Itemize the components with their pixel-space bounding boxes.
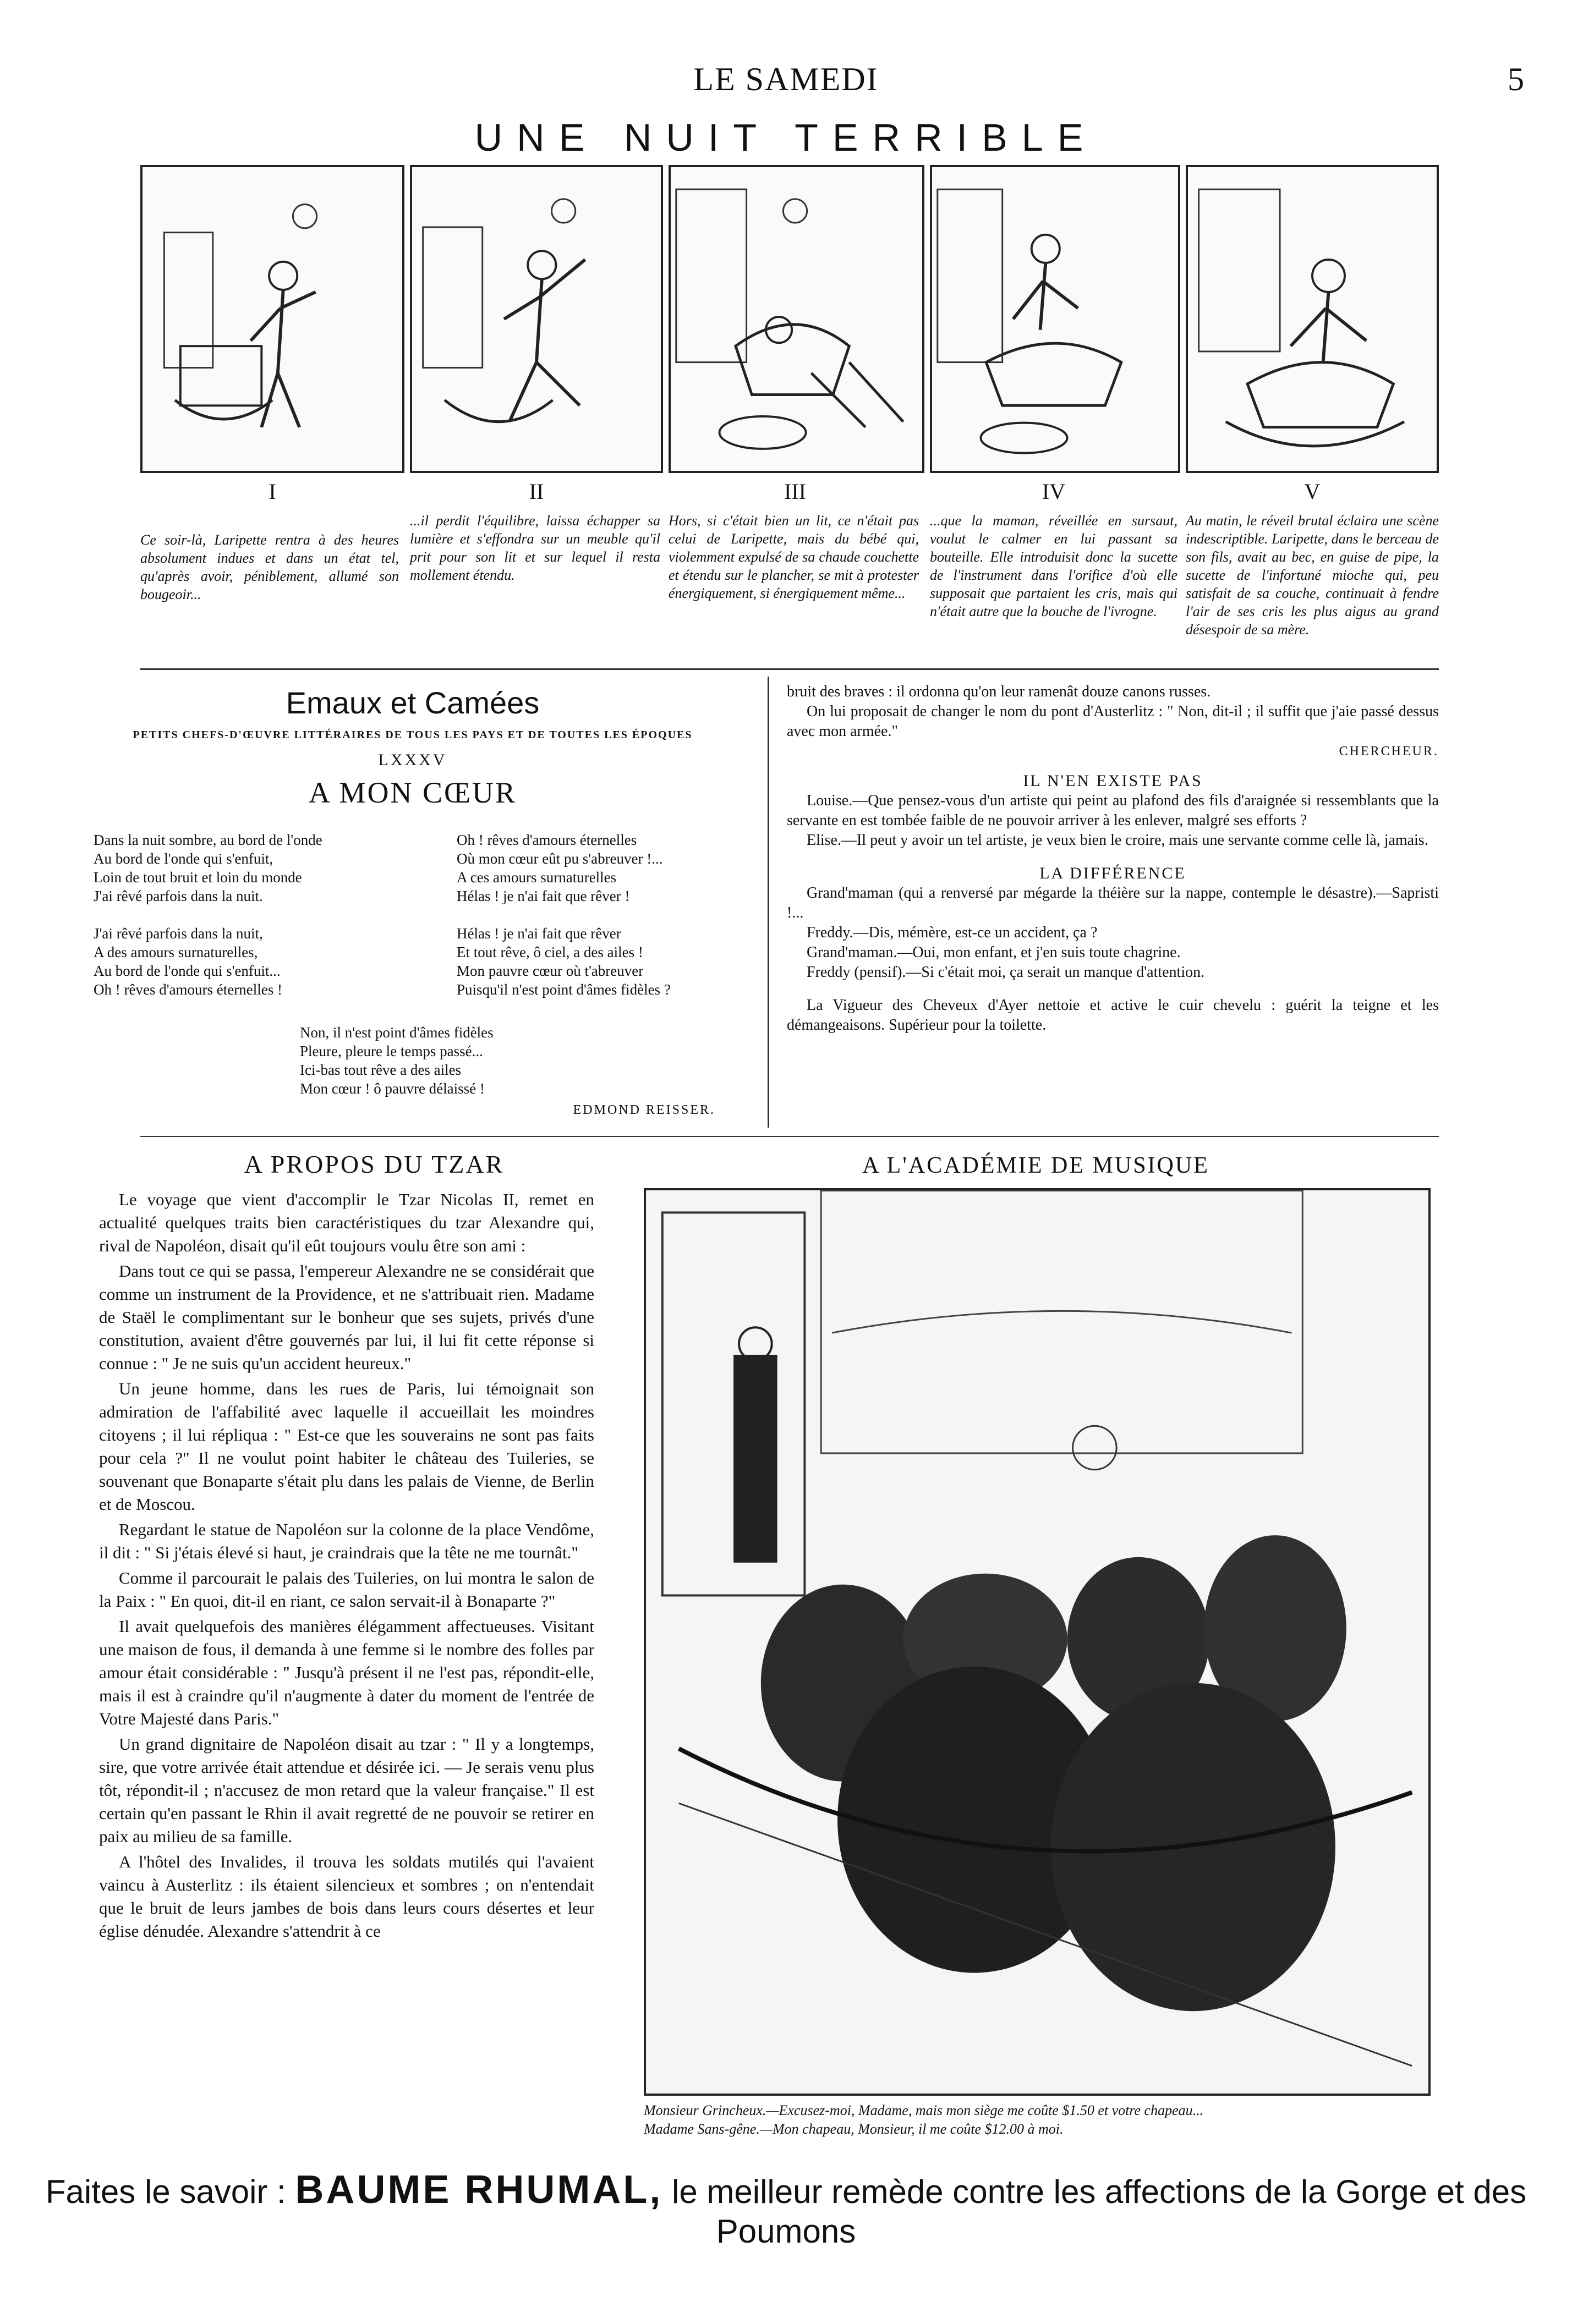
comic-panel-1 bbox=[140, 165, 404, 473]
panel-numeral: III bbox=[784, 479, 806, 504]
panel-caption: Hors, si c'était bien un lit, ce n'était pas celui de Laripette, mais du bébé qui, violemment expulsé de sa chaude couchette et étendu sur le plancher, se mit à protester énergiquement, si énergiquement même... bbox=[669, 513, 919, 601]
paragraph: A l'hôtel des Invalides, il trouva les soldats mutilés qui l'avaient vaincu à Austerlitz : ils étaient silencieux et sombres ; on n'entendait que le bruit de leurs jambes de bois dans leurs cours désertes et leur église dénudée. Alexandre s'attendrit à ce bbox=[99, 1852, 594, 1941]
poem-line: Au bord de l'onde qui s'enfuit, bbox=[94, 850, 273, 867]
paragraph: Le voyage que vient d'accomplir le Tzar Nicolas II, remet en actualité quelques traits bien caractéristiques du tzar Alexandre qui, rival de Napoléon, disait qu'il eût toujours voulu être son ami : bbox=[99, 1190, 594, 1255]
ad-suffix: le meilleur remède contre les affections de la Gorge et des Poumons bbox=[672, 2173, 1527, 2250]
comic-panel-4-drawing bbox=[932, 167, 1178, 471]
comic-panel-2 bbox=[410, 165, 663, 473]
theatre-illustration bbox=[644, 1188, 1431, 2096]
paragraph: Comme il parcourait le palais des Tuileries, on lui montra le salon de la Paix : " En quoi, dit-il en riant, ce salon servait-il à Bonaparte ?" bbox=[99, 1568, 594, 1611]
caption-line: Monsieur Grincheux.—Excusez-moi, Madame, mais mon siège me coûte $1.50 et votre chapeau... bbox=[644, 2102, 1204, 2118]
poem-stanza bbox=[94, 831, 402, 905]
section-heading: LA DIFFÉRENCE bbox=[1039, 864, 1186, 882]
poem-line: Au bord de l'onde qui s'enfuit... bbox=[94, 963, 281, 979]
ad-prefix: Faites le savoir : bbox=[45, 2173, 286, 2210]
section-divider bbox=[140, 668, 1439, 670]
poem-line: Oh ! rêves d'amours éternelles ! bbox=[94, 981, 282, 998]
poem-line: Puisqu'il n'est point d'âmes fidèles ? bbox=[457, 981, 671, 998]
dialogue-line: Grand'maman.—Oui, mon enfant, et j'en suis toute chagrine. bbox=[807, 944, 1181, 961]
poem-line: Oh ! rêves d'amours éternelles bbox=[457, 832, 637, 848]
paragraph: On lui proposait de changer le nom du pont d'Austerlitz : " Non, dit-il ; il suffit que j'aie passé dessus avec mon armée." bbox=[787, 703, 1439, 740]
poem-line: Où mon cœur eût pu s'abreuver !... bbox=[457, 850, 663, 867]
comic-panel-3-drawing bbox=[671, 167, 922, 471]
comic-panel-2-drawing bbox=[412, 167, 661, 471]
panel-caption: ...il perdit l'équilibre, laissa échapper sa lumière et s'effondra sur un meuble qu'il prit pour son lit et sur lequel il resta mollement étendu. bbox=[410, 513, 660, 583]
caption-line: Madame Sans-gêne.—Mon chapeau, Monsieur, il me coûte $12.00 à moi. bbox=[644, 2121, 1064, 2137]
paragraph: Regardant le statue de Napoléon sur la colonne de la place Vendôme, il dit : " Si j'étais élevé si haut, je craindrais que la tête ne me tournât." bbox=[99, 1520, 594, 1562]
poem-line: Pleure, pleure le temps passé... bbox=[300, 1043, 483, 1059]
academie-title: A L'ACADÉMIE DE MUSIQUE bbox=[862, 1153, 1209, 1178]
dialogue-line: Freddy.—Dis, mémère, est-ce un accident, ça ? bbox=[807, 924, 1098, 941]
poem-line: J'ai rêvé parfois dans la nuit, bbox=[94, 925, 263, 942]
panel-caption: ...que la maman, réveillée en sursaut, voulut le calmer en lui passant sa bouteille. Elle introduisit donc la sucette de l'instrument dans l'orifice d'où elle supposait que partaient les cris, mais qui n'était autre que la bouche de l'ivrogne. bbox=[930, 513, 1177, 619]
section-heading: IL N'EN EXISTE PAS bbox=[1023, 772, 1203, 790]
poem-stanza bbox=[457, 831, 765, 905]
dialogue-line: Freddy (pensif).—Si c'était moi, ça serait un manque d'attention. bbox=[807, 964, 1205, 981]
ad-brand: BAUME RHUMAL, bbox=[295, 2168, 663, 2212]
poem-line: Mon pauvre cœur où t'abreuver bbox=[457, 963, 644, 979]
paragraph: Louise.—Que pensez-vous d'un artiste qui peint au plafond des fils d'araignée si ressemblants que la servante en est tombée faible de ne pouvoir arriver à les enlever, malgré ses efforts ? bbox=[787, 792, 1439, 829]
comic-panel-5 bbox=[1186, 165, 1439, 473]
poem-stanza bbox=[94, 924, 402, 999]
comic-title: UNE NUIT TERRIBLE bbox=[474, 116, 1098, 159]
paragraph: Un grand dignitaire de Napoléon disait au tzar : " Il y a longtemps, sire, que votre arrivée était attendue et désirée ici. — Je serais venu plus tôt, répondit-il ; n'accusez de mon retard que la valeur française." Il est certain qu'en passant le Rhin il avait regretté de ne pouvoir se retirer en paix au milieu de sa famille. bbox=[99, 1734, 594, 1846]
panel-numeral: V bbox=[1304, 479, 1321, 504]
panel-caption: Au matin, le réveil brutal éclaira une scène indescriptible. Laripette, dans le berceau de son fils, avait au bec, en guise de pipe, la sucette de l'infortuné mioche qui, peu satisfait de sa couche, continuait à fendre l'air de ses cris les plus aigus au grand désespoir de sa mère. bbox=[1186, 513, 1439, 638]
advertisement-paragraph: La Vigueur des Cheveux d'Ayer nettoie et active le cuir chevelu : guérit la teigne et les démangeaisons. Supérieur pour la toilette. bbox=[787, 997, 1439, 1034]
poem-line: Hélas ! je n'ai fait que rêver ! bbox=[457, 888, 630, 904]
paragraph: Un jeune homme, dans les rues de Paris, lui témoignait son admiration de l'affabilité avec laquelle il accueillait les moindres citoyens ; il lui répliqua : " Est-ce que les souverains ne sont pas faits pour cela ?" Il ne voulut point habiter le château des Tuileries, se souvenant que Bonaparte s'était plu dans les palais de Vienne, de Berlin et de Moscou. bbox=[99, 1379, 594, 1514]
poem-line: Hélas ! je n'ai fait que rêver bbox=[457, 925, 621, 942]
panel-numeral: II bbox=[529, 479, 544, 504]
page-number: 5 bbox=[1508, 61, 1524, 97]
poem-line: Ici-bas tout rêve a des ailes bbox=[300, 1062, 462, 1078]
footer-advertisement bbox=[0, 2167, 1572, 2250]
poem-column-right bbox=[457, 831, 765, 1018]
tzar-title: A PROPOS DU TZAR bbox=[244, 1150, 505, 1178]
comic-panel-1-drawing bbox=[143, 167, 402, 471]
illustration-caption bbox=[644, 2101, 1431, 2139]
poem-line: Et tout rêve, ô ciel, a des ailes ! bbox=[457, 944, 643, 960]
section-divider bbox=[140, 1136, 1439, 1137]
poem-title: A MON CŒUR bbox=[308, 776, 517, 809]
poem-line: J'ai rêvé parfois dans la nuit. bbox=[94, 888, 263, 904]
poem-line: A ces amours surnaturelles bbox=[457, 869, 617, 886]
newspaper-title: LE SAMEDI bbox=[693, 61, 879, 97]
poem-line: Mon cœur ! ô pauvre délaissé ! bbox=[300, 1080, 485, 1097]
tzar-article bbox=[99, 1188, 594, 1945]
poem-line: A des amours surnaturelles, bbox=[94, 944, 258, 960]
emaux-number: LXXXV bbox=[378, 751, 447, 769]
paragraph: Il avait quelquefois des manières élégamment affectueuses. Visitant une maison de fous, il demanda à une femme si le nombre des folles par amour était considérable : " Jusqu'à présent il ne l'est pas, répondit-elle, mais il est à craindre qu'il n'augmente à dater du moment de l'entrée de Votre Majesté dans Paris." bbox=[99, 1617, 594, 1728]
poem-line: Loin de tout bruit et loin du monde bbox=[94, 869, 302, 886]
poem-column-left bbox=[94, 831, 402, 1018]
paragraph: bruit des braves : il ordonna qu'on leur ramenât douze canons russes. bbox=[787, 683, 1211, 700]
emaux-title: Emaux et Camées bbox=[286, 685, 540, 720]
dialogue-line: Grand'maman (qui a renversé par mégarde la théière sur la nappe, contemple le désastre).—Sapristi !... bbox=[787, 884, 1439, 921]
comic-panel-3 bbox=[669, 165, 924, 473]
panel-numeral: I bbox=[269, 479, 276, 504]
signature: CHERCHEUR. bbox=[1339, 744, 1439, 759]
theatre-illustration-drawing bbox=[646, 1190, 1428, 2094]
paragraph: Elise.—Il peut y avoir un tel artiste, je veux bien le croire, mais une servante comme celle là, jamais. bbox=[807, 832, 1428, 849]
comic-panel-5-drawing bbox=[1188, 167, 1437, 471]
poem-final-stanza bbox=[300, 1023, 630, 1098]
emaux-subtitle: PETITS CHEFS-D'ŒUVRE LITTÉRAIRES DE TOUS LES PAYS ET DE TOUTES LES ÉPOQUES bbox=[133, 729, 693, 741]
poem-line: Dans la nuit sombre, au bord de l'onde bbox=[94, 832, 322, 848]
poem-stanza bbox=[457, 924, 765, 999]
poem-author: EDMOND REISSER. bbox=[573, 1103, 715, 1117]
poem-line: Non, il n'est point d'âmes fidèles bbox=[300, 1024, 494, 1041]
panel-numeral: IV bbox=[1042, 479, 1066, 504]
panel-caption: Ce soir-là, Laripette rentra à des heures absolument indues et dans un état tel, qu'après avoir, péniblement, allumé son bougeoir... bbox=[140, 532, 399, 602]
paragraph: Dans tout ce qui se passa, l'empereur Alexandre ne se considérait que comme un instrument de la Providence, et ne s'attribuait rien. Madame de Staël le complimentant sur le bonheur que ses sujets, privés d'une constitution, avaient d'être gouvernés par lui, il lui fit cette réponse si connue : " Je ne suis qu'un accident heureux." bbox=[99, 1261, 594, 1373]
comic-panel-4 bbox=[930, 165, 1180, 473]
right-column-top bbox=[787, 682, 1439, 1035]
column-divider bbox=[768, 677, 769, 1128]
